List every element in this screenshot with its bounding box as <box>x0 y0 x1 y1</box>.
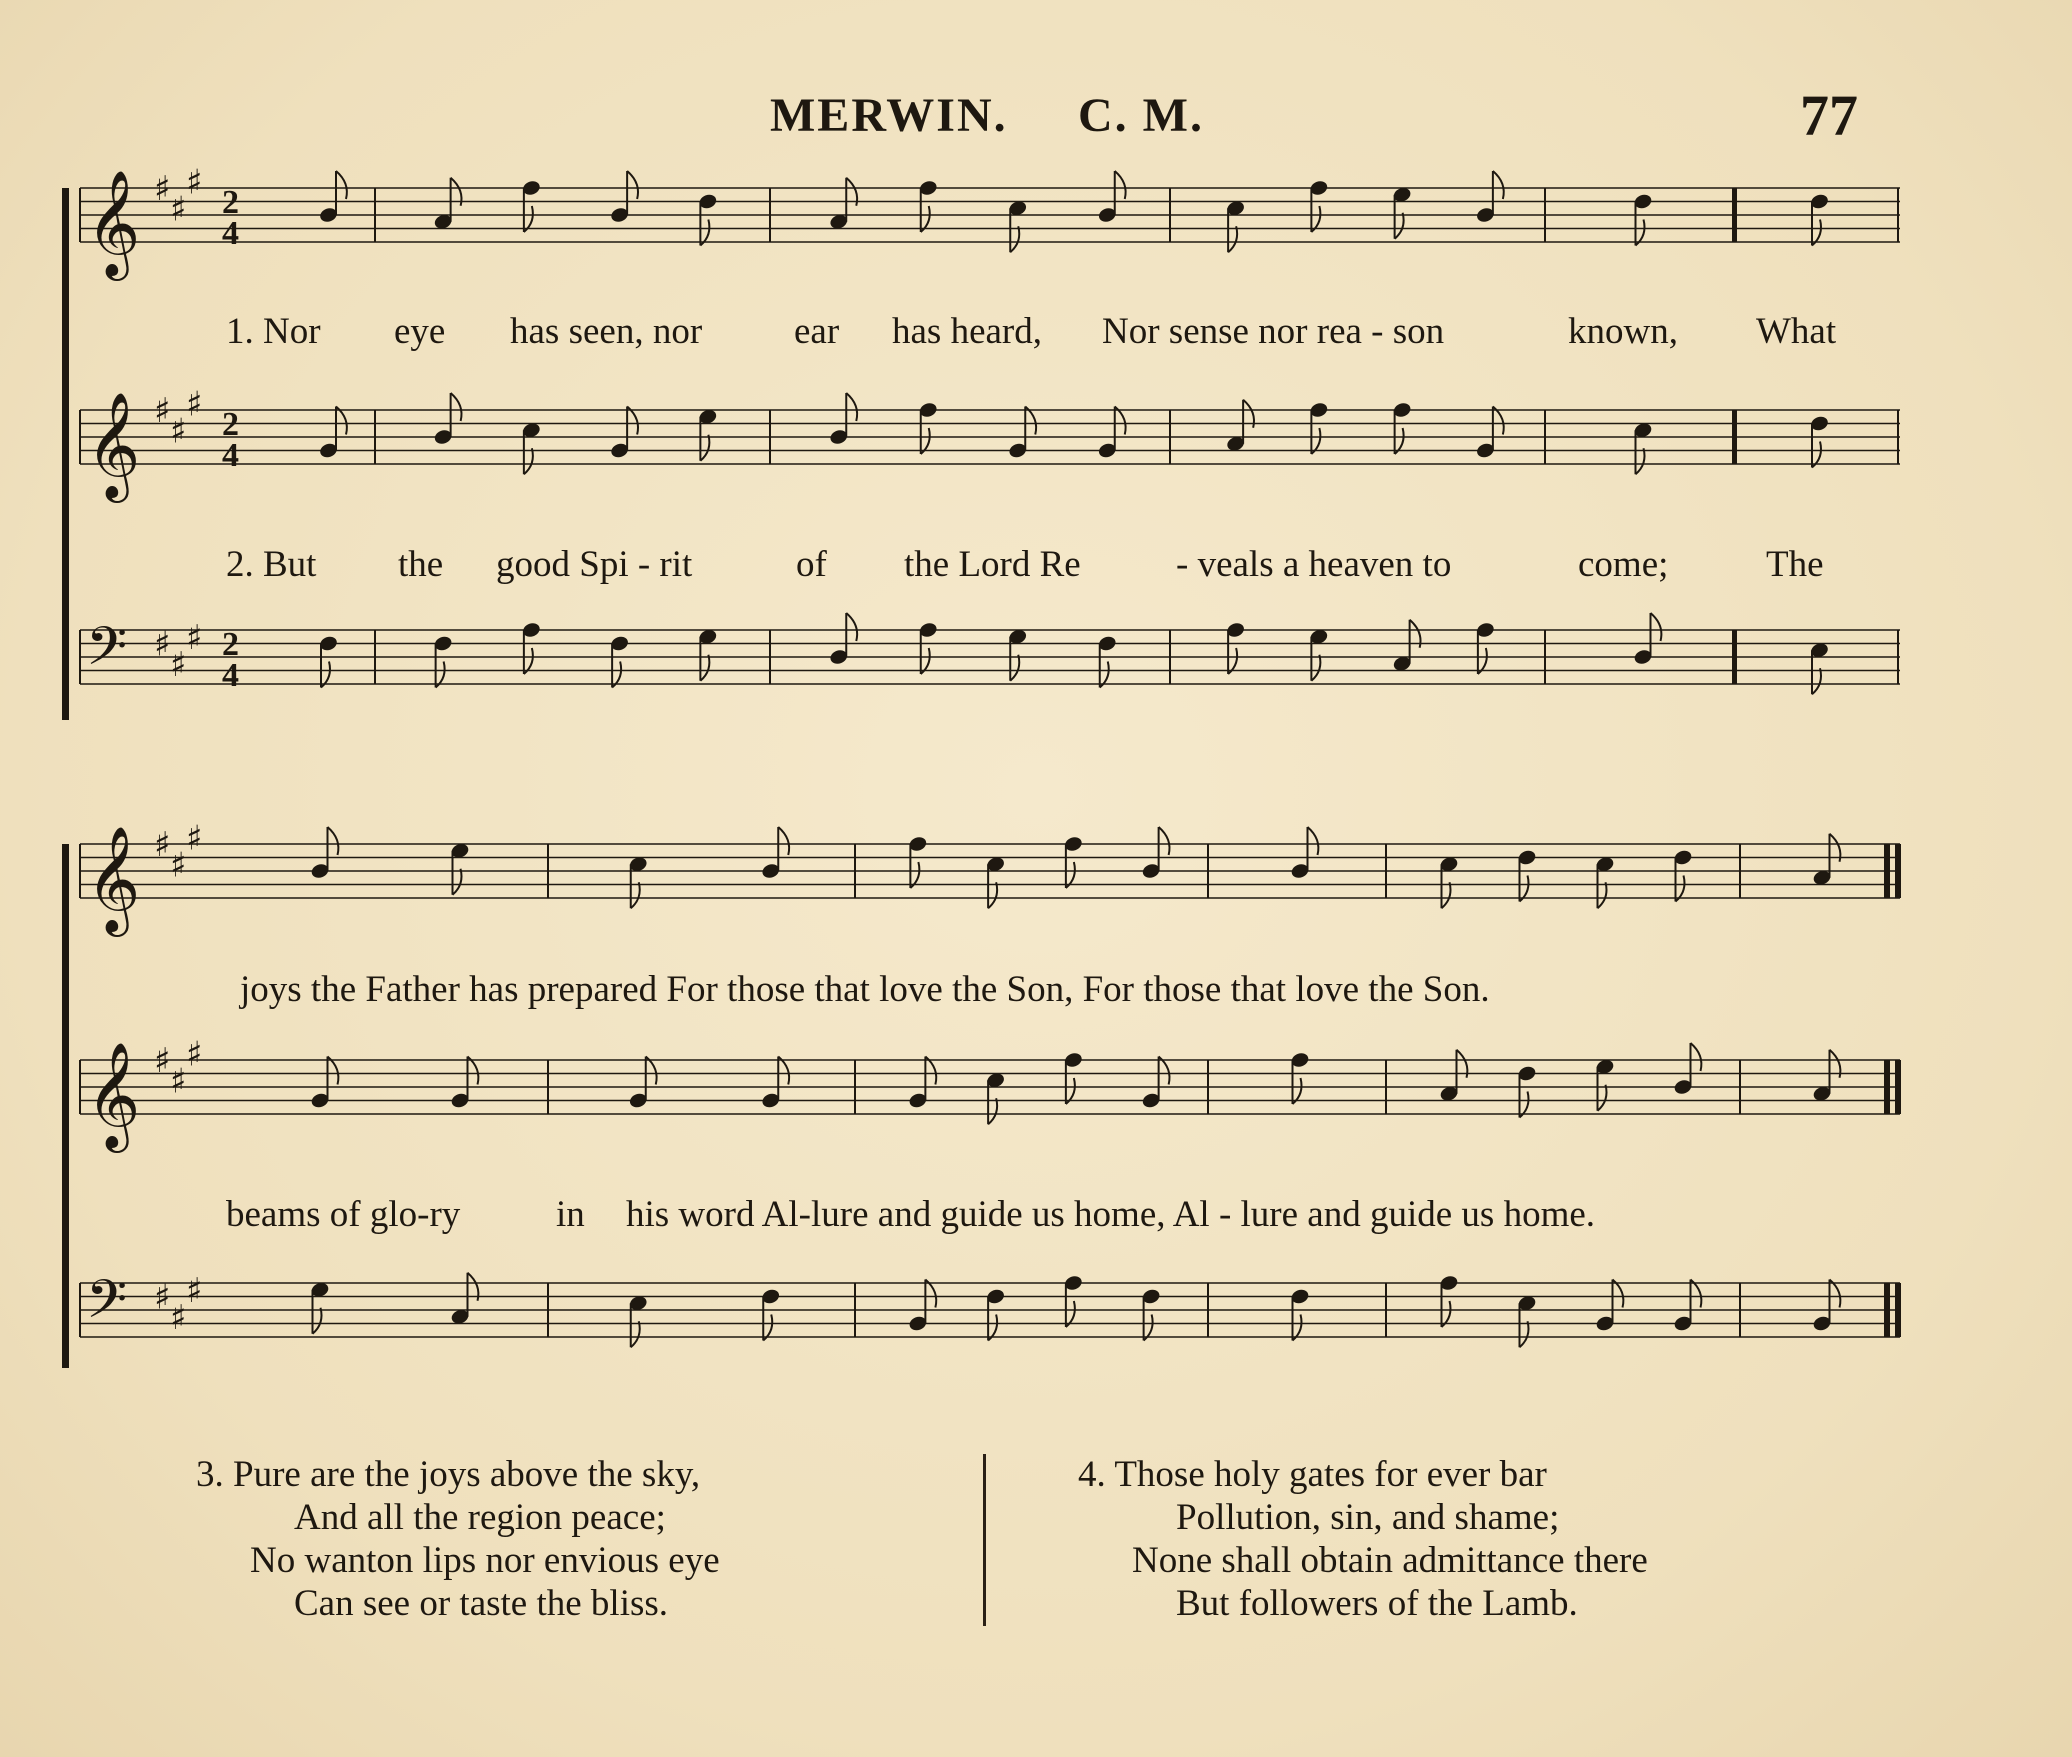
note-flag <box>1691 1043 1702 1071</box>
sharp-icon: ♯ <box>186 1270 203 1311</box>
lyric-s2-l2-w2: in <box>556 1194 585 1235</box>
note-flag <box>1395 213 1404 239</box>
sharp-icon: ♯ <box>170 644 187 685</box>
final-barline <box>1884 844 1890 898</box>
note-flag <box>1651 613 1662 641</box>
note-flag <box>1636 448 1645 474</box>
lyric-s2-l1: joys the Father has prepared For those that love the Son, For those that love the Son. <box>240 969 1490 1010</box>
verse-4-line-4: But followers of the Lamb. <box>1176 1583 1578 1624</box>
final-barline <box>1884 1283 1890 1337</box>
lyric-s1-l1-w4: ear <box>794 311 840 352</box>
note-flag <box>988 882 997 908</box>
bass-clef: 𝄢 <box>86 616 128 691</box>
section-barline <box>1732 188 1737 242</box>
lyric-s1-l1-w6: Nor sense nor rea - son <box>1102 311 1445 352</box>
time-sig-top: 2 <box>222 626 239 663</box>
sharp-icon: ♯ <box>170 411 187 452</box>
treble-clef: 𝄞 <box>86 1041 141 1148</box>
note-flag <box>631 882 640 908</box>
note-flag <box>1308 827 1319 855</box>
sharp-icon: ♯ <box>186 384 203 425</box>
treble-clef: 𝄞 <box>86 391 141 498</box>
verse-4-line-3: None shall obtain admittance there <box>1132 1540 1648 1581</box>
note-flag <box>988 1098 997 1124</box>
sharp-icon: ♯ <box>186 162 203 203</box>
note-flag <box>631 1321 640 1347</box>
sharp-icon: ♯ <box>154 1041 171 1081</box>
verse-3-line-4: Can see or taste the bliss. <box>294 1583 669 1624</box>
note-flag <box>1159 827 1170 855</box>
note-flag <box>1812 668 1821 694</box>
lyric-s1-l1-w7: known, <box>1568 311 1678 352</box>
section-barline <box>1732 630 1737 684</box>
note-flag <box>453 869 462 895</box>
note-flag <box>1115 171 1126 199</box>
note-flag <box>846 613 857 641</box>
treble-clef: 𝄞 <box>86 169 141 276</box>
sharp-icon: ♯ <box>186 818 203 859</box>
note-flag <box>1442 882 1451 908</box>
note-flag <box>700 435 709 461</box>
note-flag <box>313 1308 322 1334</box>
lyric-s1-l2-w5: the Lord Re <box>904 544 1081 585</box>
sharp-icon: ♯ <box>170 189 187 230</box>
verse-4-line-2: Pollution, sin, and shame; <box>1176 1497 1560 1538</box>
lyric-s1-l1-w3: has seen, nor <box>510 311 703 352</box>
sharp-icon: ♯ <box>154 1277 171 1318</box>
page-number: 77 <box>1800 83 1858 148</box>
sharp-icon: ♯ <box>170 1061 187 1102</box>
lyric-s2-l2-w1: beams of glo-ry <box>226 1194 461 1235</box>
hymn-title: MERWIN. <box>770 89 1008 142</box>
section-barline <box>1732 410 1737 464</box>
lyric-s1-l2-w7: come; <box>1578 544 1669 585</box>
note-flag <box>336 171 347 199</box>
verse-3-line-3: No wanton lips nor envious eye <box>250 1540 720 1581</box>
note-flag <box>1228 226 1237 252</box>
note-flag <box>451 393 462 421</box>
lyric-s1-l2-w8: The <box>1766 544 1824 585</box>
sharp-icon: ♯ <box>170 845 187 886</box>
note-flag <box>1598 882 1607 908</box>
sharp-icon: ♯ <box>170 1297 187 1338</box>
system-2-bracket <box>62 844 69 1368</box>
note-flag <box>700 655 709 681</box>
time-sig-bottom: 4 <box>222 657 239 694</box>
lyric-s1-l2-w3: good Spi - rit <box>496 544 693 585</box>
lyric-s1-l1-w2: eye <box>394 311 446 352</box>
time-sig-top: 2 <box>222 406 239 443</box>
sharp-icon: ♯ <box>154 825 171 865</box>
lyric-s1-l2-w4: of <box>796 544 827 585</box>
lyric-s2-l2-w3: his word Al-lure and guide us home, Al - lure and guide us home. <box>626 1194 1596 1235</box>
note-flag <box>1520 1321 1529 1347</box>
note-flag <box>846 393 857 421</box>
hymn-meter: C. M. <box>1078 89 1204 142</box>
final-barline <box>1884 1060 1890 1114</box>
lyric-s1-l1-w1: 1. Nor <box>226 311 321 352</box>
note-flag <box>1598 1085 1607 1111</box>
note-flag <box>1493 171 1504 199</box>
verse-4 <box>1078 1453 1648 1625</box>
lyric-s1-l2-w1: 2. But <box>226 544 317 585</box>
treble-clef: 𝄞 <box>86 825 141 932</box>
sharp-icon: ♯ <box>154 624 171 665</box>
verse-3-line-2: And all the region peace; <box>294 1497 666 1538</box>
verse-4-line-1: 4. Those holy gates for ever bar <box>1078 1454 1547 1495</box>
sharp-icon: ♯ <box>186 617 203 658</box>
note-flag <box>1010 655 1019 681</box>
note-flag <box>627 171 638 199</box>
bass-clef: 𝄢 <box>86 1269 128 1344</box>
sharp-icon: ♯ <box>154 391 171 431</box>
verse-3 <box>196 1453 720 1625</box>
note-flag <box>778 827 789 855</box>
system-1-bracket <box>62 188 69 720</box>
time-sig-top: 2 <box>222 184 239 221</box>
time-sig-bottom: 4 <box>222 437 239 474</box>
lyric-s1-l1-w8: What <box>1756 311 1837 352</box>
note-flag <box>1010 226 1019 252</box>
sharp-icon: ♯ <box>186 1034 203 1075</box>
lyric-s1-l2-w6: - veals a heaven to <box>1176 544 1452 585</box>
lyric-s1-l2-w2: the <box>398 544 444 585</box>
time-sig-bottom: 4 <box>222 215 239 252</box>
verse-3-line-1: 3. Pure are the joys above the sky, <box>196 1454 701 1495</box>
note-flag <box>524 448 533 474</box>
note-flag <box>1311 655 1320 681</box>
verse-divider <box>983 1454 986 1626</box>
lyric-s1-l1-w5: has heard, <box>892 311 1042 352</box>
note-flag <box>328 827 339 855</box>
sharp-icon: ♯ <box>154 169 171 209</box>
